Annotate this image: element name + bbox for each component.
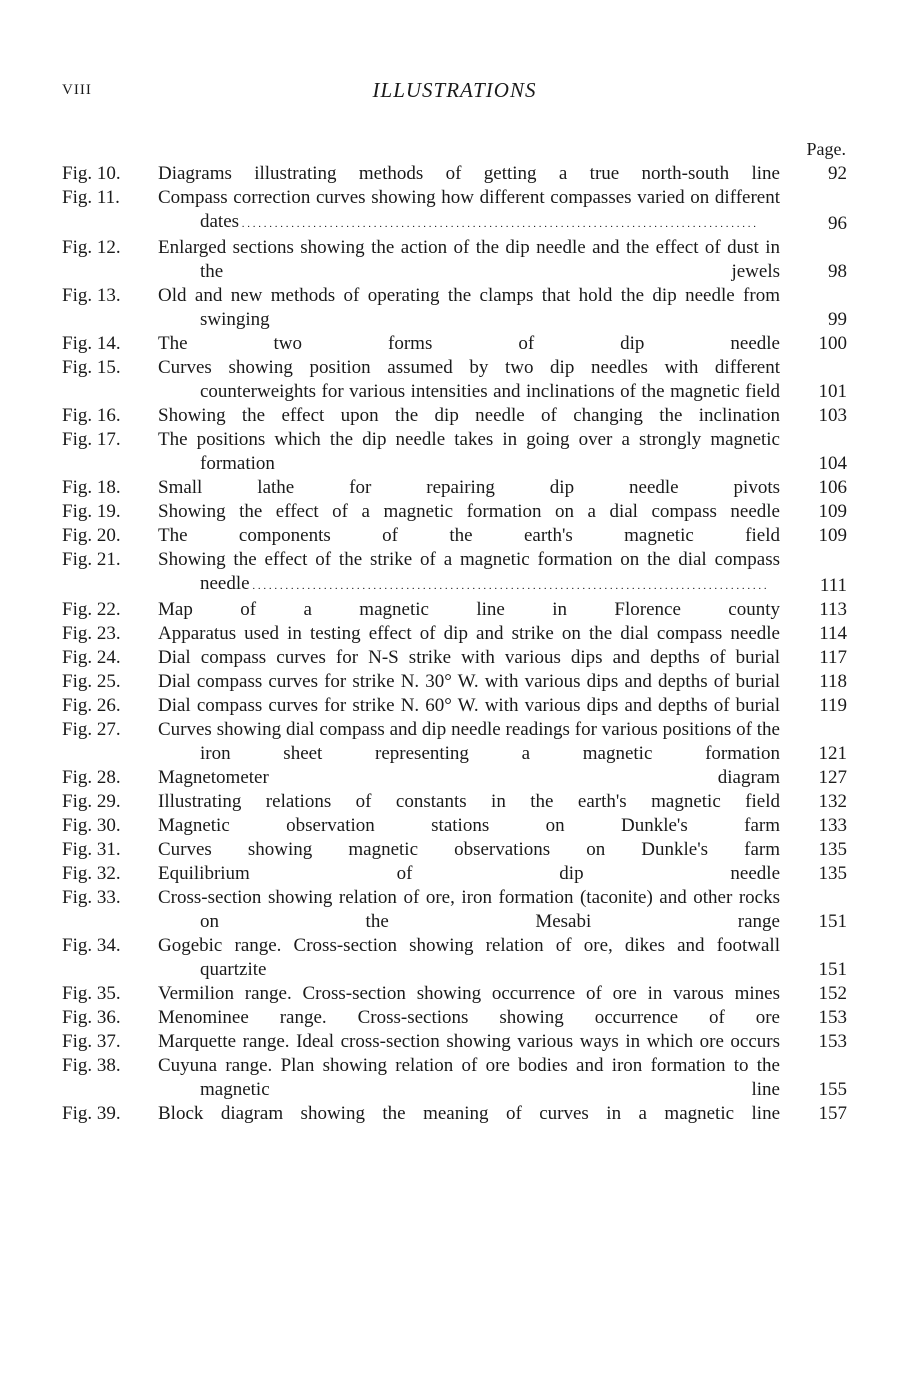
page-reference: 114 (819, 623, 847, 644)
page-reference: 100 (818, 333, 847, 354)
figure-caption (158, 356, 780, 404)
page-reference: 151 (818, 959, 847, 980)
figure-caption-text: Magnetic observation stations on Dunkle's farm (158, 815, 780, 836)
figure-caption (158, 1102, 780, 1126)
figure-number: Fig. 32. (62, 863, 121, 884)
figure-number: Fig. 36. (62, 1007, 121, 1028)
page-reference: 109 (818, 525, 847, 546)
dot-leader (250, 573, 767, 594)
figure-caption (158, 934, 780, 982)
figure-caption (158, 548, 780, 598)
figure-caption-text: The positions which the dip needle takes in going over a strongly magnetic formation (158, 429, 780, 474)
page-reference: 151 (818, 911, 847, 932)
figure-caption (158, 236, 780, 284)
list-item (62, 598, 847, 622)
list-item (62, 886, 847, 934)
figure-caption-text: Compass correction curves showing how different compasses varied on different dates (158, 187, 780, 232)
figure-number: Fig. 11. (62, 187, 120, 208)
figure-caption-text: Gogebic range. Cross-section showing relation of ore, dikes and footwall quartzite (158, 935, 780, 980)
figure-caption-text: Curves showing dial compass and dip needle readings for various positions of the iron sheet representing a magnetic formation (158, 719, 780, 764)
figure-caption (158, 1054, 780, 1102)
figure-caption-text: Magnetometer diagram (158, 767, 780, 788)
list-item (62, 982, 847, 1006)
page-reference: 111 (819, 575, 847, 596)
page-reference: 119 (819, 695, 847, 716)
figure-caption (158, 646, 780, 670)
list-item (62, 500, 847, 524)
figure-caption-text: Equilibrium of dip needle (158, 863, 780, 884)
figure-number: Fig. 21. (62, 549, 121, 570)
figure-number: Fig. 34. (62, 935, 121, 956)
page-reference: 103 (818, 405, 847, 426)
illustrations-list (62, 162, 847, 1126)
figure-caption-text: Dial compass curves for strike N. 30° W. with various dips and depths of burial (158, 671, 780, 692)
figure-number: Fig. 12. (62, 237, 121, 258)
figure-caption (158, 1006, 780, 1030)
page-reference: 157 (818, 1103, 847, 1124)
figure-caption (158, 598, 780, 622)
figure-caption (158, 186, 780, 236)
figure-number: Fig. 24. (62, 647, 121, 668)
figure-number: Fig. 18. (62, 477, 121, 498)
list-item (62, 548, 847, 598)
figure-caption (158, 814, 780, 838)
figure-caption (158, 838, 780, 862)
figure-caption-text: Showing the effect of a magnetic formation on a dial compass needle (158, 501, 780, 522)
figure-caption-text: Curves showing position assumed by two dip needles with different counterweights for various intensities and inclinations of the magnetic field (158, 357, 780, 402)
list-item (62, 428, 847, 476)
list-item (62, 236, 847, 284)
figure-number: Fig. 33. (62, 887, 121, 908)
page-reference: 118 (819, 671, 847, 692)
figure-number: Fig. 27. (62, 719, 121, 740)
page-title: ILLUSTRATIONS (372, 78, 537, 102)
figure-caption (158, 718, 780, 766)
list-item (62, 622, 847, 646)
figure-caption-text: Old and new methods of operating the clamps that hold the dip needle from swinging (158, 285, 780, 330)
figure-caption (158, 790, 780, 814)
figure-number: Fig. 38. (62, 1055, 121, 1076)
figure-caption-text: Cross-section showing relation of ore, iron formation (taconite) and other rocks on the Mesabi range (158, 887, 780, 932)
list-item (62, 1102, 847, 1126)
list-item (62, 694, 847, 718)
page-reference: 127 (818, 767, 847, 788)
figure-number: Fig. 17. (62, 429, 121, 450)
figure-number: Fig. 14. (62, 333, 121, 354)
figure-caption (158, 886, 780, 934)
figure-number: Fig. 29. (62, 791, 121, 812)
page-reference: 113 (819, 599, 847, 620)
list-item (62, 814, 847, 838)
figure-caption (158, 284, 780, 332)
figure-caption-text: Curves showing magnetic observations on Dunkle's farm (158, 839, 780, 860)
page-reference: 135 (818, 863, 847, 884)
list-item (62, 766, 847, 790)
figure-number: Fig. 31. (62, 839, 121, 860)
figure-number: Fig. 35. (62, 983, 121, 1004)
list-item (62, 862, 847, 886)
page-reference: 155 (818, 1079, 847, 1100)
page-reference: 109 (818, 501, 847, 522)
figure-caption (158, 332, 780, 356)
figure-number: Fig. 37. (62, 1031, 121, 1052)
figure-caption-text: Diagrams illustrating methods of getting a true north-south line (158, 163, 780, 184)
figure-caption (158, 428, 780, 476)
page-reference: 117 (819, 647, 847, 668)
list-item (62, 162, 847, 186)
page-reference: 133 (818, 815, 847, 836)
list-item (62, 934, 847, 982)
list-item (62, 356, 847, 404)
figure-caption-text: Small lathe for repairing dip needle pivots (158, 477, 780, 498)
page-reference: 99 (828, 309, 847, 330)
figure-number: Fig. 28. (62, 767, 121, 788)
figure-caption (158, 862, 780, 886)
figure-number: Fig. 16. (62, 405, 121, 426)
page-reference: 98 (828, 261, 847, 282)
list-item (62, 332, 847, 356)
figure-caption (158, 162, 780, 186)
page-reference: 96 (828, 213, 847, 234)
running-head (62, 78, 847, 108)
list-item (62, 404, 847, 428)
list-item (62, 1030, 847, 1054)
figure-number: Fig. 39. (62, 1103, 121, 1124)
page-reference: 135 (818, 839, 847, 860)
figure-caption-text: Menominee range. Cross-sections showing occurrence of ore (158, 1007, 780, 1028)
figure-number: Fig. 15. (62, 357, 121, 378)
list-item (62, 670, 847, 694)
figure-number: Fig. 10. (62, 163, 121, 184)
page-reference: 121 (818, 743, 847, 764)
page-reference: 92 (828, 163, 847, 184)
page-reference: 152 (818, 983, 847, 1004)
list-item (62, 186, 847, 236)
figure-caption (158, 1030, 780, 1054)
figure-caption-text: Map of a magnetic line in Florence county (158, 599, 780, 620)
page-reference: 106 (818, 477, 847, 498)
figure-caption (158, 622, 780, 646)
page-column-label: Page. (806, 139, 846, 159)
list-item (62, 1054, 847, 1102)
page-reference: 132 (818, 791, 847, 812)
figure-number: Fig. 20. (62, 525, 121, 546)
page-reference: 153 (818, 1031, 847, 1052)
page-number: VIII (62, 82, 92, 98)
list-item (62, 476, 847, 500)
figure-caption (158, 524, 780, 548)
figure-caption (158, 670, 780, 694)
figure-number: Fig. 26. (62, 695, 121, 716)
figure-caption-text: The components of the earth's magnetic field (158, 525, 780, 546)
figure-caption-text: Cuyuna range. Plan showing relation of ore bodies and iron formation to the magnetic line (158, 1055, 780, 1100)
list-item (62, 790, 847, 814)
figure-caption (158, 500, 780, 524)
figure-caption-text: Dial compass curves for N-S strike with various dips and depths of burial (158, 647, 780, 668)
figure-caption-text: Illustrating relations of constants in the earth's magnetic field (158, 791, 780, 812)
figure-number: Fig. 19. (62, 501, 121, 522)
list-item (62, 718, 847, 766)
figure-caption-text: Dial compass curves for strike N. 60° W. with various dips and depths of burial (158, 695, 780, 716)
figure-caption (158, 982, 780, 1006)
figure-caption-text: Showing the effect of the strike of a magnetic formation on the dial compass needle (158, 549, 780, 594)
figure-caption-text: Marquette range. Ideal cross-section showing various ways in which ore occurs (158, 1031, 780, 1052)
figure-number: Fig. 23. (62, 623, 121, 644)
list-item (62, 284, 847, 332)
figure-caption-text: Enlarged sections showing the action of the dip needle and the effect of dust in the jewels (158, 237, 780, 282)
list-item (62, 1006, 847, 1030)
figure-caption (158, 404, 780, 428)
figure-number: Fig. 13. (62, 285, 121, 306)
figure-caption-text: Showing the effect upon the dip needle of changing the inclination (158, 405, 780, 426)
figure-caption-text: The two forms of dip needle (158, 333, 780, 354)
list-item (62, 838, 847, 862)
figure-caption-text: Block diagram showing the meaning of curves in a magnetic line (158, 1103, 780, 1124)
list-item (62, 646, 847, 670)
page-reference: 153 (818, 1007, 847, 1028)
dot-leader (239, 211, 756, 232)
figure-number: Fig. 22. (62, 599, 121, 620)
figure-number: Fig. 25. (62, 671, 121, 692)
figure-number: Fig. 30. (62, 815, 121, 836)
list-item (62, 524, 847, 548)
page-reference: 101 (818, 381, 847, 402)
figure-caption-text: Apparatus used in testing effect of dip and strike on the dial compass needle (158, 623, 780, 644)
figure-caption (158, 476, 780, 500)
figure-caption (158, 766, 780, 790)
figure-caption-text: Vermilion range. Cross-section showing occurrence of ore in varous mines (158, 983, 780, 1004)
figure-caption (158, 694, 780, 718)
page-reference: 104 (818, 453, 847, 474)
